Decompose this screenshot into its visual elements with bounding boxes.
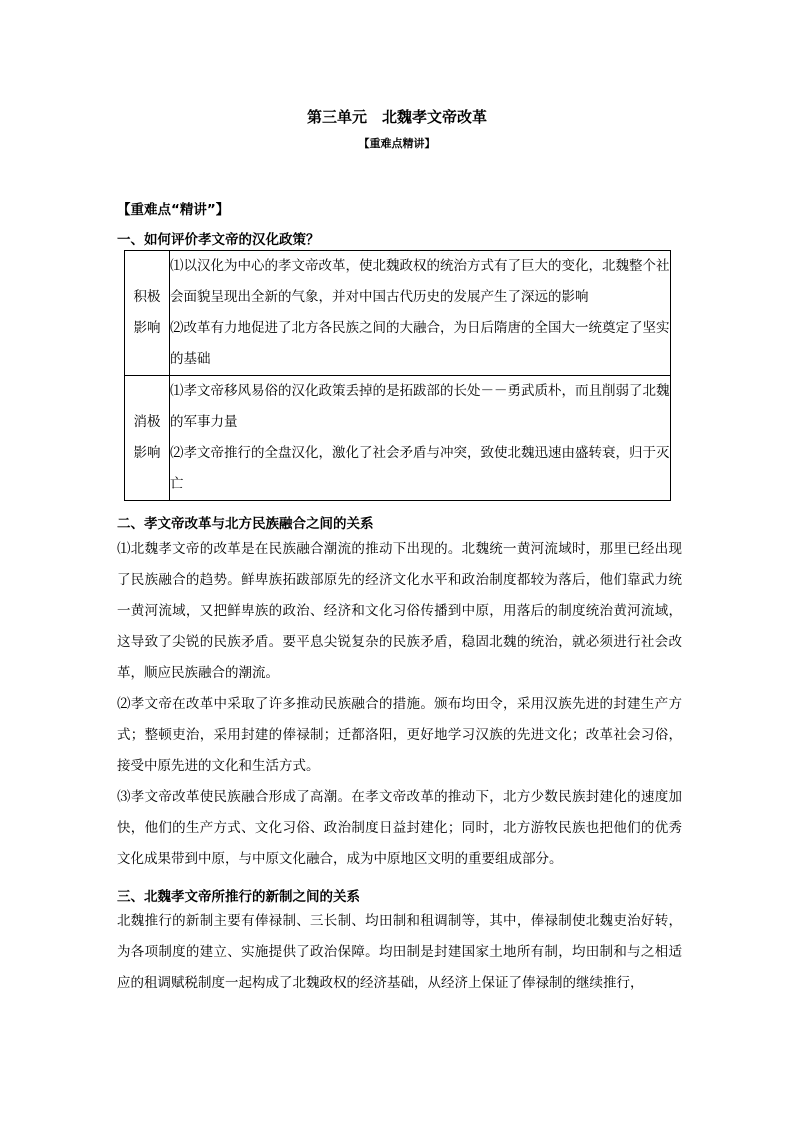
paragraph: 北魏推行的新制主要有俸禄制、三长制、均田制和租调制等，其中，俸禄制使北魏吏治好转，为各项制度的建立、实施提供了政治保障。均田制是封建国家土地所有制，均田制和与之相适应的租调赋税制度一起构成了北魏政权的经济基础，从经济上保证了俸禄制的继续推行，	[117, 913, 682, 991]
table-item: ⑵孝文帝推行的全盘汉化，激化了社会矛盾与冲突，致使北魏迅速由盛转衰，归于灭亡	[170, 445, 670, 492]
table-row	[125, 251, 671, 376]
section-heading-3: 三、北魏孝文帝所推行的新制之间的关系	[117, 889, 360, 905]
table-item: ⑵改革有力地促进了北方各民族之间的大融合，为日后隋唐的全国大一统奠定了坚实的基础	[170, 320, 670, 367]
paragraph: ⑴北魏孝文帝的改革是在民族融合潮流的推动下出现的。北魏统一黄河流域时，那里已经出现了民族融合的趋势。鲜卑族拓跋部原先的经济文化水平和政治制度都较为落后，他们靠武力统一黄河流域，又把鲜卑族的政治、经济和文化习俗传播到中原，用落后的制度统治黄河流域，这导致了尖锐的民族矛盾。要平息尖锐复杂的民族矛盾，稳固北魏的统治，就必须进行社会改革，顺应民族融合的潮流。	[117, 541, 682, 681]
page-subtitle: 【重难点精讲】	[358, 137, 436, 150]
row-label-text: 消极 影响	[133, 414, 161, 461]
row-content-positive	[170, 251, 671, 376]
section-heading-1: 一、如何评价孝文帝的汉化政策？	[117, 232, 320, 248]
section2-body	[117, 534, 682, 875]
row-label-text: 积极 影响	[133, 289, 161, 336]
row-label-positive	[125, 251, 170, 376]
paragraph: ⑶孝文帝改革使民族融合形成了高潮。在孝文帝改革的推动下，北方少数民族封建化的速度加快，他们的生产方式、文化习俗、政治制度日益封建化；同时，北方游牧民族也把他们的优秀文化成果带到中原，与中原文化融合，成为中原地区文明的重要组成部分。	[117, 789, 682, 867]
row-content-negative	[170, 376, 671, 501]
section3-body	[117, 906, 682, 999]
paragraph: ⑵孝文帝在改革中采取了许多推动民族融合的措施。颁布均田令，采用汉族先进的封建生产方式；整顿吏治，采用封建的俸禄制；迁都洛阳，更好地学习汉族的先进文化；改革社会习俗，接受中原先进的文化和生活方式。	[117, 696, 682, 774]
row-label-negative	[125, 376, 170, 501]
section-heading-2: 二、孝文帝改革与北方民族融合之间的关系	[117, 516, 374, 532]
evaluation-table	[124, 250, 671, 501]
table-item: ⑴孝文帝移风易俗的汉化政策丢掉的是拓跋部的长处－－勇武质朴，而且削弱了北魏的军事力量	[170, 383, 670, 430]
table-item: ⑴以汉化为中心的孝文帝改革，使北魏政权的统治方式有了巨大的变化，北魏整个社会面貌呈现出全新的气象，并对中国古代历史的发展产生了深远的影响	[170, 258, 670, 305]
intro-heading: 【重难点“精讲”】	[117, 202, 230, 218]
page-title: 第三单元 北魏孝文帝改革	[306, 108, 487, 126]
table-row	[125, 376, 671, 501]
